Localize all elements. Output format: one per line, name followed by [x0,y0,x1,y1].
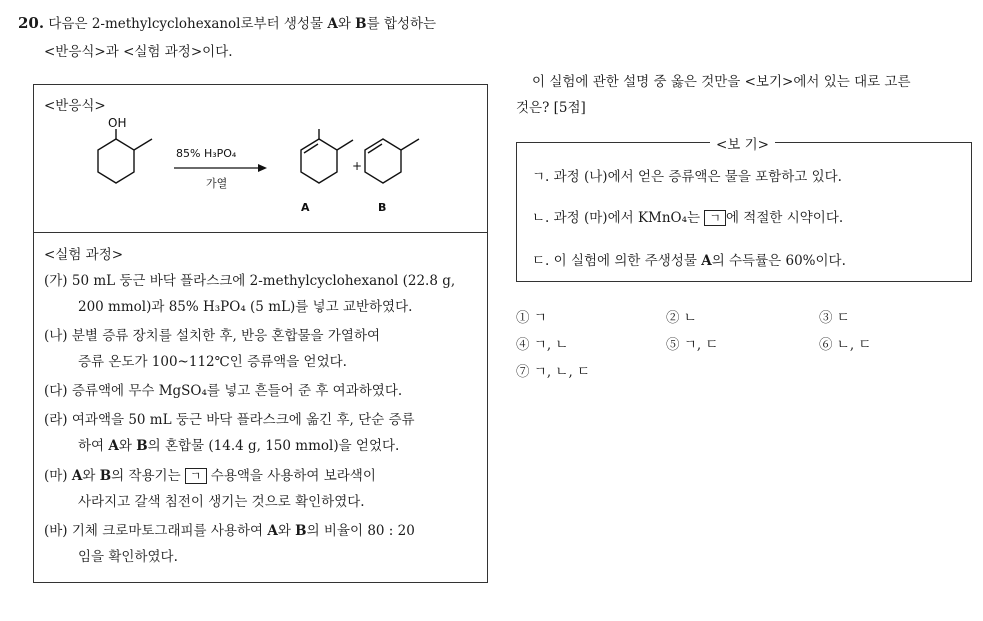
prompt-line-1: 이 실험에 관한 설명 중 옳은 것만을 <보기>에서 있는 대로 고른 [532,74,911,90]
step-ma-line2: 사라지고 갈색 침전이 생기는 것으로 확인하였다. [78,494,365,510]
blank-box-giyeok: ㄱ [185,468,207,484]
condition-label: 가열 [206,177,228,190]
reaction-title: <반응식> [44,98,106,114]
product-a-structure [301,129,337,183]
choice-4[interactable]: ④ ㄱ, ㄴ [516,337,569,353]
arrow-head [258,164,267,172]
oh-label: OH [108,116,127,130]
reaction-scheme [34,110,486,230]
product-a-methyl [337,140,353,150]
bogi-title: <보 기> [710,133,775,153]
step-ra-line1: (라) 여과액을 50 mL 둥근 바닥 플라스크에 옮긴 후, 단순 증류 [44,412,415,428]
reactant-structure [98,129,152,183]
bogi-item-2: ㄴ. 과정 (마)에서 KMnO₄는 ㄱ 에 적절한 시약이다. [532,210,844,226]
step-ba-line2: 임을 확인하였다. [78,549,178,565]
bogi-item-3: ㄷ. 이 실험에 의한 주생성물 A의 수득률은 60%이다. [532,253,846,269]
step-ba-line1: (바) 기체 크로마토그래피를 사용하여 A와 B의 비율이 80 : 20 [44,523,415,539]
step-ra-line2: 하여 A와 B의 혼합물 (14.4 g, 150 mmol)을 얻었다. [78,438,400,454]
step-na-line1: (나) 분별 증류 장치를 설치한 후, 반응 혼합물을 가열하여 [44,328,381,344]
product-b-label: B [378,201,387,214]
step-ga-line1: (가) 50 mL 둥근 바닥 플라스크에 2-methylcyclohexanol (22.8 g, [44,273,456,289]
step-da-line1: (다) 증류액에 무수 MgSO₄를 넣고 흔들어 준 후 여과하였다. [44,383,403,399]
reagent-label: 85% H₃PO₄ [176,147,237,160]
blank-box-giyeok-2: ㄱ [704,210,726,226]
product-a-label: A [301,201,310,214]
product-b-structure [365,139,419,183]
choice-2[interactable]: ② ㄴ [666,310,697,326]
intro-text: 다음은 2-methylcyclohexanol로부터 생성물 A와 B를 합성하는 [48,16,437,32]
step-na-line2: 증류 온도가 100~112℃인 증류액을 얻었다. [78,354,347,370]
procedure-title: <실험 과정> [44,247,124,263]
plus-sign: + [352,159,363,173]
choice-7[interactable]: ⑦ ㄱ, ㄴ, ㄷ [516,364,591,380]
step-ma-line1: (마) A와 B의 작용기는 ㄱ 수용액을 사용하여 보라색이 [44,468,376,484]
choice-6[interactable]: ⑥ ㄴ, ㄷ [819,337,872,353]
bogi-item-1: ㄱ. 과정 (나)에서 얻은 증류액은 물을 포함하고 있다. [532,169,842,185]
question-number: 20. [18,14,45,32]
box-divider [33,232,487,233]
intro-line-2: <반응식>과 <실험 과정>이다. [44,44,233,60]
choice-3[interactable]: ③ ㄷ [819,310,850,326]
prompt-line-2: 것은? [5점] [516,100,586,116]
step-ga-line2: 200 mmol)과 85% H₃PO₄ (5 mL)를 넣고 교반하였다. [78,299,413,315]
question-header [18,12,436,32]
choice-5[interactable]: ⑤ ㄱ, ㄷ [666,337,719,353]
choice-1[interactable]: ① ㄱ [516,310,547,326]
